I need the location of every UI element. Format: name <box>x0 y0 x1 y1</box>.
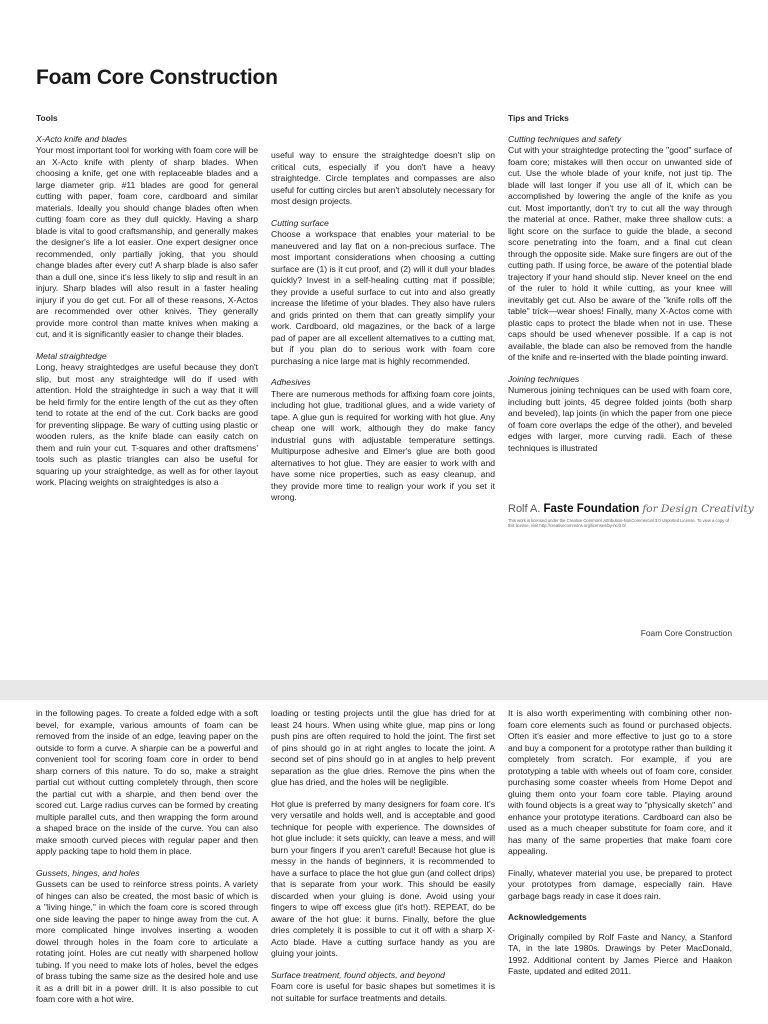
section-heading-tools: Tools <box>36 113 58 123</box>
subheading-gussets: Gussets, hinges, and holes <box>36 867 140 878</box>
paragraph-straightedge: Long, heavy straightedges are useful because they don't slip, but most any straightedge will do if used with attention. Hold the straightedge in such a way that it will be held firmly for the entire length of the cut as they often tend to rotate at the end of the cut. Cork backs are good for preventing slippage. Be wary of cutting using plastic or wooden rulers, as the knife blade can easily catch on them and ruin your cut. T-squares and other draftsmens' tools such as plastic triangles can also be useful for squaring up your straightedge, as well as for other layout work. Placing weights on straightedges is also a <box>36 362 258 487</box>
running-footer: Foam Core Construction <box>640 628 732 638</box>
paragraph-joining-cont: in the following pages. To create a folded edge with a soft bevel, for example, various amounts of foam can be removed from the inside of an edge, leaving paper on the outside to form a curve. A sharpie can be a powerful and convenient tool for scoring foam core in order to bend sharp corners of this nature. To do so, make a straight partial cut without cutting completely through, then score the partial cut with a sharpie, and then bend over the scored cut. Large radius curves can be formed by creating multiple parallel cuts, and then wrapping the form around a shaped brace on the inside of the curve. You can also make smooth curved pieces with regular paper and then apply packing tape to hold them in place. <box>36 708 258 856</box>
paragraph-gussets: Gussets can be used to reinforce stress points. A variety of hinges can also be created, the most basic of which is a "living hinge," in which the foam core is scored through one side leaving the paper to hinge away from the cut. A more complicated hinge involves inserting a wooden dowel through holes in the foam core to articulate a rotating joint. Holes are cut neatly with sharpened hollow tubing. If you need to make lots of holes, bevel the edges of brass tubing the same size as the desired hole and use it as a drill bit in a power drill. It is also possible to cut foam core with a hot wire. <box>36 879 258 1004</box>
paragraph-glue-loading: loading or testing projects until the glue has dried for at least 24 hours. When using white glue, map pins or long push pins are often required to hold the joint. The first set of pins should go in at right angles to locate the joint. A second set of pins should go in at angles to help prevent separation as the glue dries. Remove the pins when the glue has dried, and the holes will be negligible. <box>271 708 495 787</box>
paragraph-cutting-surface: Choose a workspace that enables your material to be maneuvered and lay flat on a non-precious surface. The most important considerations when choosing a cutting surface are (1) is it cut proof, and (2) will it dull your blades quickly? Invest in a self-healing cutting mat if possible; they provide a useful surface to cut into and also greatly increase the lifetime of your blades. They also have rulers and grids printed on them that can greatly simplify your work. Cardboard, old magazines, or the back of a large pad of paper are all excellent alternatives to a cutting mat, but if you plan do to serious work with foam core purchasing a nice large mat is highly recommended. <box>271 229 495 366</box>
subheading-cutting-surface: Cutting surface <box>271 217 329 228</box>
column-3 <box>508 708 732 988</box>
foundation-credit <box>508 503 754 529</box>
column-3 <box>508 113 732 464</box>
paragraph-cutting-techniques: Cut with your straightedge protecting the "good" surface of foam core; mistakes will then occur on unwanted side of cut. Use the whole blade of your knife, not just tip. The blade will last longer if you use all of it, which can be accomplished by lowering the angle of the knife as you cut. Most importantly, don't try to cut all the way through the material at once. Rather, make three shallow cuts: a light score on the surface to guide the blade, a second score penetrating into the foam, and a final cut clean through the opposite side. Make sure fingers are out of the cutting path. If using force, be aware of the potential blade trajectory if your hand should slip. Never kneel on the end of the ruler to hold it while cutting, as your knee will inevitably get cut. Also be aware of the "knife rolls off the table" trick—wear shoes! Finally, many X-Actos come with plastic caps to protect the blade when not in use. These caps should be used whenever possible. If a cap is not available, the blade can also be removed from the handle of the knife and re-inserted with the blade pointing inward. <box>508 145 732 362</box>
subheading-surface-treatment: Surface treatment, found objects, and beyond <box>271 969 445 980</box>
document-page-2 <box>0 700 768 1024</box>
paragraph-xacto: Your most important tool for working with foam core will be an X-Acto knife with plenty of sharp blades. When choosing a knife, get one with replaceable blades and a large diameter grip. #11 blades are good for general cutting with paper, foam core, cardboard and similar materials. Ideally you should change blades often when cutting foam core as they dull quickly. Having a sharp blade is vital to good craftsmanship, and generally makes the designer's life a lot easier. One expert designer once recommended, only partially joking, that you should change blades after every cut! A sharp blade is also safer than a dull one, since it's less likely to slip and result in an injury. Sharp blades will also result in a faster healing injury if you do get cut. For all of these reasons, X-Actos are recommended over other knives. They generally provide more control than matte knives when making a cut, and it is significantly easier to change their blades. <box>36 145 258 339</box>
subheading-xacto: X-Acto knife and blades <box>36 133 127 144</box>
section-heading-acknowledgements: Acknowledgements <box>508 912 587 922</box>
paragraph-joining: Numerous joining techniques can be used with foam core, including butt joints, 45 degree folded joints (both sharp and beveled), lap joints (in which the paper from one piece of foam core overlaps the edge of the other), and beveled edges with larger, more curving radii. Each of these techniques is illustrated <box>508 385 732 453</box>
column-1 <box>36 113 258 499</box>
subheading-straightedge: Metal straightedge <box>36 350 107 361</box>
section-heading-tips: Tips and Tricks <box>508 113 569 123</box>
column-1 <box>36 708 258 1016</box>
page-title: Foam Core Construction <box>36 66 278 89</box>
foundation-logo <box>508 503 754 515</box>
page-separator <box>0 680 768 700</box>
foundation-logo-prefix: Rolf A. <box>508 503 541 515</box>
paragraph-straightedge-cont: useful way to ensure the straightedge doesn't slip on critical cuts, especially if you don't have a heavy straightedge. Circle templates and compasses are also useful for cutting circles but aren't absolutely necessary for most design projects. <box>271 150 495 206</box>
license-notice: This work is licensed under the Creative Commons Attribution-NonCommercial 3.0 Unported License. To view a copy of this license, visit http://creativecommons.org/licenses/by-nc/3.0/ <box>508 518 730 529</box>
paragraph-adhesives: There are numerous methods for affixing foam core joints, including hot glue, traditional glues, and a wide variety of tape. A glue gun is required for working with hot glue. Any cheap one will work, although they do make fancy industrial guns with adjustable temperature settings. Multipurpose adhesive and Elmer's glue are both good alternatives to hot glue. They are easier to work with and have some nice properties, such as easy cleanup, and they provide more time to realign your work if you set it wrong. <box>271 388 495 502</box>
subheading-joining: Joining techniques <box>508 373 580 384</box>
paragraph-protect-prototypes: Finally, whatever material you use, be prepared to protect your prototypes from damage, especially rain. Have garbage bags ready in case it does rain. <box>508 867 732 901</box>
foundation-logo-name: Faste Foundation <box>543 503 640 515</box>
column-2 <box>271 150 495 514</box>
paragraph-acknowledgements: Originally compiled by Rolf Faste and Nancy, a Stanford TA, in the late 1980s. Drawings by Peter MacDonald, 1992. Additional content by James Pierce and Haakon Faste, updated and edited 2011. <box>508 931 732 976</box>
foundation-logo-tail: for Design Creativity <box>642 503 754 515</box>
paragraph-found-objects: It is also worth experimenting with combining other non-foam core elements such as found or purchased objects. Often it's easier and more effective to just go to a store and buy a component for a prototype rather than building it completely from scratch. For example, if you are prototyping a table with wheels out of foam core, consider purchasing some coaster wheels from Home Depot and gluing them onto your foam core table. Playing around with found objects is a great way to "physically sketch" and enhance your prototype iterations. Cardboard can also be used as a much cheaper substitute for foam core, and it has many of the same properties that make foam core appealing. <box>508 708 732 856</box>
subheading-adhesives: Adhesives <box>271 377 311 387</box>
subheading-cutting-techniques: Cutting techniques and safety <box>508 133 622 144</box>
column-2 <box>271 708 495 1014</box>
paragraph-hot-glue: Hot glue is preferred by many designers for foam core. It's very versatile and holds well, and is acceptable and good technique for people with experience. The downsides of hot glue include: it sets quickly, can leave a mess, and will burn your fingers if you aren't careful! Because hot glue is messy in the hands of beginners, it is recommended to have a surface to place the hot glue gun (and collect drips) that is separate from your work. This should be easily discarded when your gluing is done. Avoid using your fingers to wipe off excess glue (it's hot!). REPEAT, do be aware of the hot glue: it burns. Finally, before the glue dries completely it is possible to cut it off with a sharp X-Acto blade. Have a cutting surface handy as you are gluing your joints. <box>271 798 495 958</box>
paragraph-surface-treatment: Foam core is useful for basic shapes but sometimes it is not suitable for surface treatments and details. <box>271 981 495 1003</box>
